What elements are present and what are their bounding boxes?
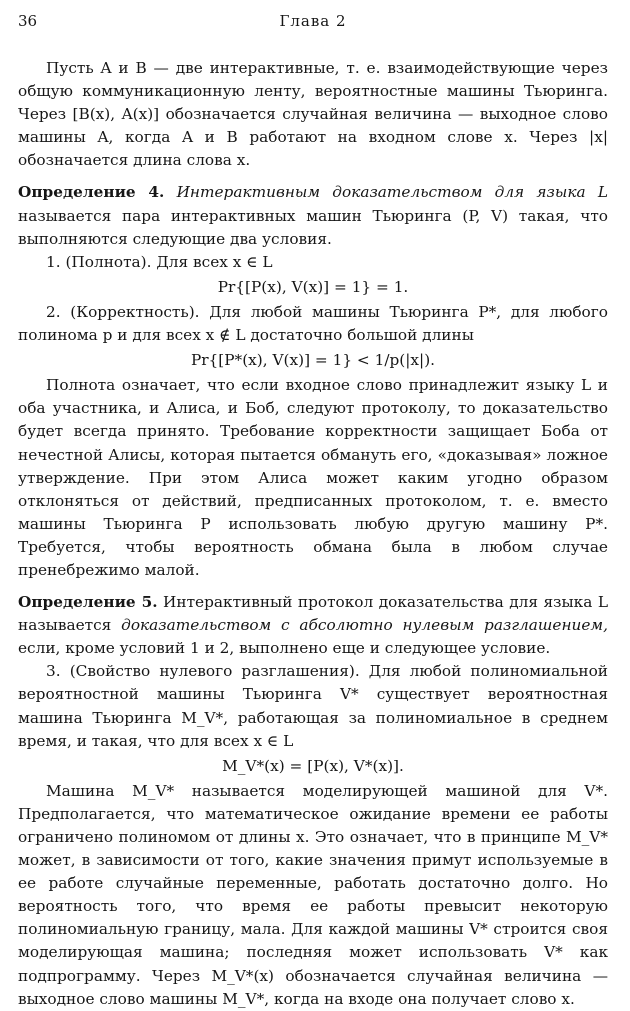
- page-header: [18, 10, 608, 36]
- formula-completeness: Pr{[P(x), V(x)] = 1} = 1.: [217, 277, 409, 296]
- paragraph-simulator: Машина M_V* называется моделирующей машиной для V*. Предполагается, что математическое ожидание времени ее работы ограничено полиномом от длины x. Это означает, что в принципе M_V* может, в зависимости от того, какие значения примут используемые в ее работе случайные переменные, работать достаточно долго. Но вероятность того, что время ее работы превысит некоторую полиномиальную границу, мала. Для каждой машины V* строится своя моделирующая машина; последняя может использовать V* как подпрограмму. Через M_V*(x) обозначается случайная величина — выходное слово машины M_V*, когда на входе она получает слово x.: [18, 781, 608, 1008]
- body-text: [18, 57, 608, 1011]
- formula-zero-knowledge: M_V*(x) = [P(x), V*(x)].: [222, 756, 404, 775]
- definition-4: [18, 181, 608, 250]
- running-head: Глава 2: [279, 12, 347, 30]
- definition-5-label: Определение 5.: [18, 593, 158, 612]
- definition-4-label: Определение 4.: [18, 183, 165, 202]
- definition-4-term: Интерактивным доказательством для языка L: [176, 183, 608, 202]
- condition-1: 1. (Полнота). Для всех x ∈ L: [46, 252, 273, 271]
- paragraph-intro: Пусть A и B — две интерактивные, т. е. взаимодействующие через общую коммуникационную ленту, вероятностные машины Тьюринга. Через [B(x), A(x)] обозначается случайная величина — выходное слово машины A, когда A и B работают на входном слове x. Через |x| обозначается длина слова x.: [18, 59, 608, 170]
- definition-5-term: доказательством с абсолютно нулевым разглашением,: [121, 616, 608, 635]
- page: [18, 10, 608, 1008]
- condition-3: 3. (Свойство нулевого разглашения). Для любой полиномиальной вероятностной машины Тьюринга V* существует вероятностная машина Тьюринга M_V*, работающая за полиномиальное в среднем время, и такая, что для всех x ∈ L: [18, 662, 608, 750]
- definition-5-text-1: Интерактивный протокол доказательства для языка L называется: [18, 593, 608, 635]
- formula-soundness: Pr{[P*(x), V(x)] = 1} < 1/p(|x|).: [190, 351, 436, 370]
- definition-5: [18, 591, 608, 660]
- page-number: 36: [18, 12, 38, 30]
- condition-2: 2. (Корректность). Для любой машины Тьюринга P*, для любого полинома p и для всех x ∉ L достаточно большой длины: [18, 302, 608, 345]
- definition-4-text: называется пара интерактивных машин Тьюринга (P, V) такая, что выполняются следующие два условия.: [18, 206, 608, 248]
- definition-5-text-2: если, кроме условий 1 и 2, выполнено еще и следующее условие.: [18, 639, 551, 658]
- paragraph-completeness: Полнота означает, что если входное слово принадлежит языку L и оба участника, и Алиса, и Боб, следуют протоколу, то доказательство будет всегда принято. Требование корректности защищает Боба от нечестной Алисы, которая пытается обмануть его, «доказывая» ложное утверждение. При этом Алиса может каким угодно образом отклоняться от действий, предписанных протоколом, т. е. вместо машины Тьюринга P использовать любую другую машину P*. Требуется, чтобы вероятность обмана была в любом случае пренебрежимо малой.: [18, 376, 608, 579]
